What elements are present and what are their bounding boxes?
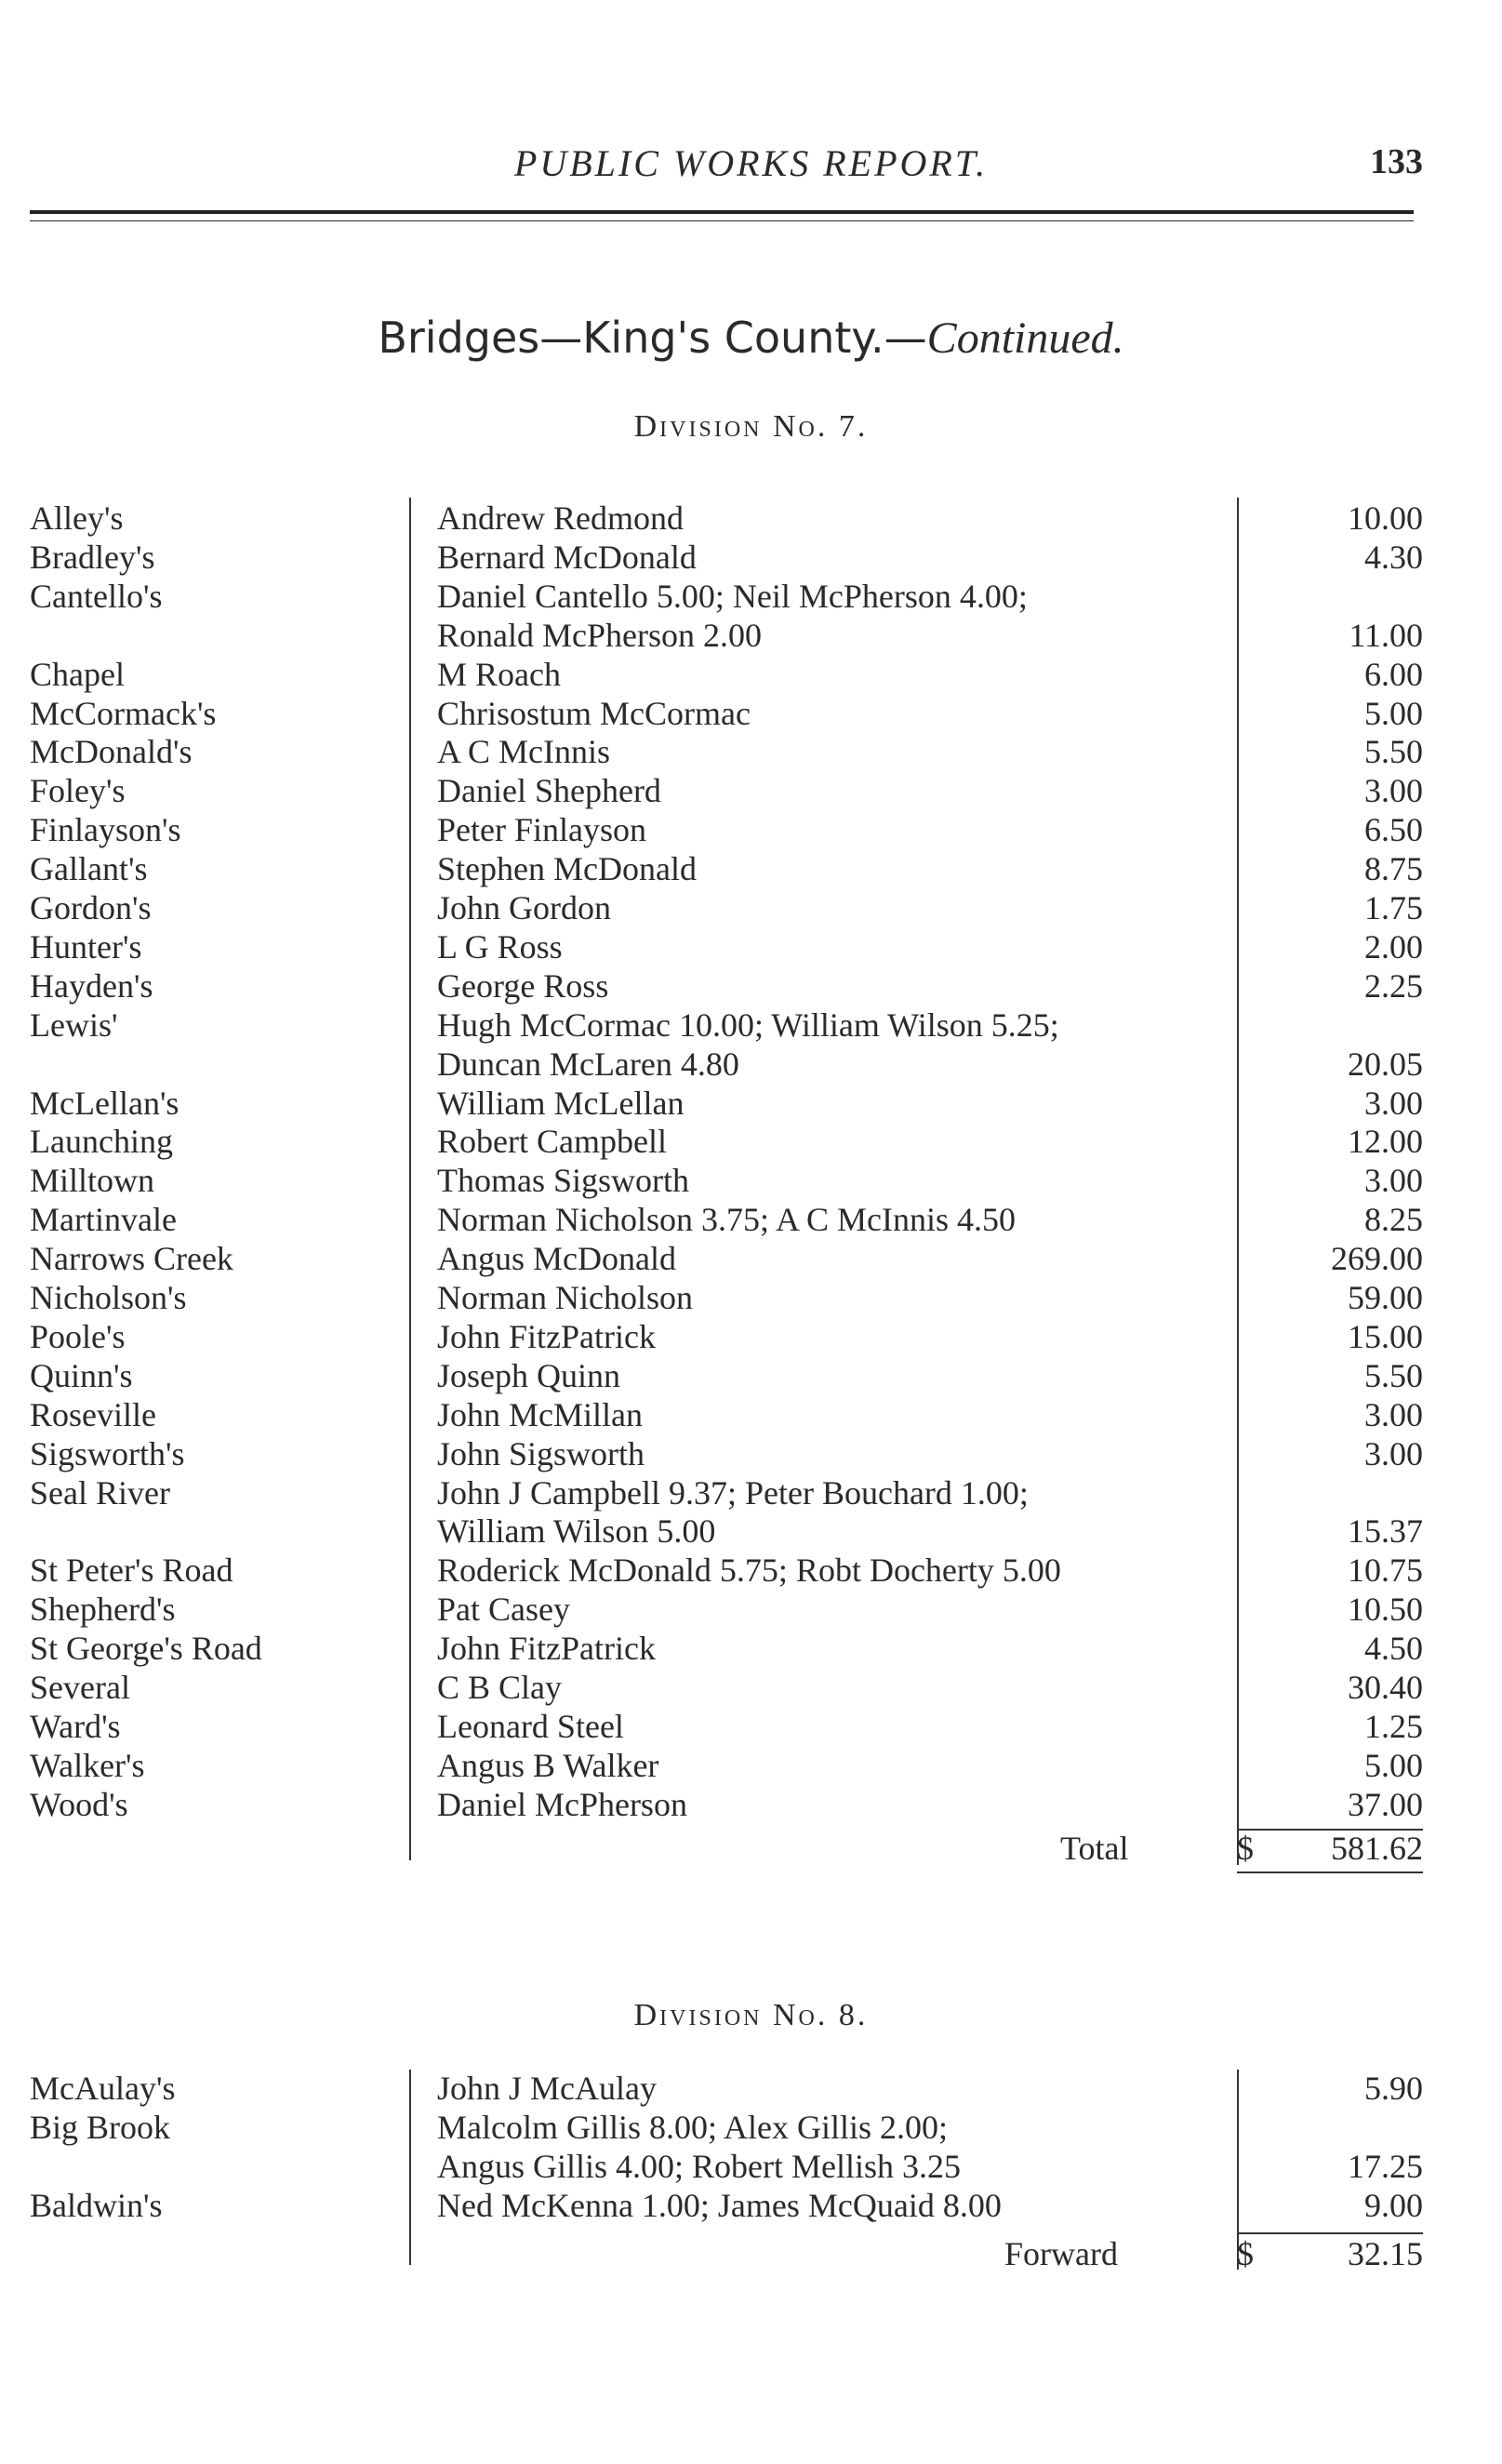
amount-cell: 4.50 [1364, 1630, 1423, 1668]
table-row [0, 1161, 1502, 1200]
table-row [0, 1473, 1502, 1512]
amount-cell: 9.00 [1364, 2187, 1423, 2224]
table-row [0, 1707, 1502, 1746]
place-cell: Quinn's [30, 1356, 133, 1394]
amount-cell: 1.75 [1364, 889, 1423, 926]
payee-cell: Chrisostum McCormac [437, 694, 751, 732]
place-cell: St George's Road [30, 1630, 262, 1668]
amount-cell: 5.50 [1364, 733, 1423, 771]
amount-cell: 3.00 [1364, 1434, 1423, 1472]
place-cell: McDonald's [30, 733, 193, 771]
amount-cell: 10.75 [1348, 1552, 1423, 1590]
payee-cell: Roderick McDonald 5.75; Robt Docherty 5.00 [437, 1552, 1061, 1590]
table-row [0, 694, 1502, 733]
payee-cell: Norman Nicholson 3.75; A C McInnis 4.50 [437, 1201, 1016, 1239]
payee-cell: Angus McDonald [437, 1240, 676, 1278]
place-cell: McCormack's [30, 694, 217, 732]
forward-label: Forward [1004, 2235, 1118, 2272]
table-row [0, 1356, 1502, 1395]
place-cell: Launching [30, 1123, 173, 1161]
payee-cell: John FitzPatrick [437, 1317, 656, 1355]
total-value: 581.62 [1331, 1830, 1423, 1867]
place-cell: Walker's [30, 1746, 145, 1784]
column-divider-left [409, 498, 411, 1860]
division-8-heading: Division No. 8. [633, 1998, 869, 2032]
title-main: Bridges—King's County.— [378, 313, 927, 363]
table-row [0, 1239, 1502, 1278]
table-row [0, 771, 1502, 810]
amount-cell: 5.00 [1364, 694, 1423, 732]
payee-cell: William Wilson 5.00 [437, 1512, 716, 1551]
table-row [0, 1590, 1502, 1629]
amount-cell: 20.05 [1348, 1045, 1423, 1083]
amount-cell: 30.40 [1348, 1669, 1423, 1706]
place-cell: Seal River [30, 1473, 170, 1512]
amount-cell: 37.00 [1348, 1785, 1423, 1823]
place-cell: Sigsworth's [30, 1434, 185, 1472]
table-row [0, 1512, 1502, 1551]
amount-cell: 2.25 [1364, 966, 1423, 1005]
place-cell: Foley's [30, 772, 126, 810]
payee-cell: John Gordon [437, 889, 611, 926]
table-row [0, 966, 1502, 1006]
payee-cell: A C McInnis [437, 733, 611, 771]
table-row [0, 1317, 1502, 1356]
table-row [0, 1200, 1502, 1239]
payee-cell: Duncan McLaren 4.80 [437, 1045, 739, 1083]
title-continued: Continued. [926, 313, 1124, 363]
place-cell: Cantello's [30, 577, 163, 615]
table-row [0, 1434, 1502, 1473]
table-row [0, 1122, 1502, 1161]
running-head: PUBLIC WORKS REPORT. [513, 142, 989, 184]
payee-cell: Hugh McCormac 10.00; William Wilson 5.25; [437, 1006, 1059, 1044]
table-row [0, 1006, 1502, 1045]
table-row [0, 732, 1502, 771]
forward-value: 32.15 [1348, 2235, 1423, 2272]
table-row [0, 2069, 1502, 2108]
payee-cell: Ronald McPherson 2.00 [437, 616, 762, 654]
table-row [0, 927, 1502, 966]
payee-cell: Daniel Shepherd [437, 772, 661, 810]
amount-cell: 1.25 [1364, 1707, 1423, 1745]
place-cell: Poole's [30, 1317, 126, 1355]
table-row [0, 1668, 1502, 1707]
amount-cell: 10.00 [1348, 499, 1423, 537]
payee-cell: John McMillan [437, 1395, 643, 1433]
payee-cell: Robert Campbell [437, 1123, 667, 1161]
place-cell: Ward's [30, 1707, 121, 1745]
currency-sign: $ [1237, 2235, 1254, 2272]
payee-cell: Angus B Walker [437, 1746, 659, 1784]
payee-cell: Daniel Cantello 5.00; Neil McPherson 4.00; [437, 577, 1028, 615]
table-row [0, 1084, 1502, 1123]
table-row [0, 810, 1502, 849]
amount-cell: 8.25 [1364, 1201, 1423, 1239]
amount-cell: 8.75 [1364, 850, 1423, 888]
table-row [0, 849, 1502, 888]
place-cell: Hunter's [30, 927, 142, 966]
section-title [0, 313, 1502, 364]
amount-cell: 15.37 [1348, 1512, 1423, 1551]
payee-cell: John J McAulay [437, 2070, 657, 2107]
table-row [0, 888, 1502, 927]
place-cell: Baldwin's [30, 2187, 163, 2224]
payee-cell: Angus Gillis 4.00; Robert Mellish 3.25 [437, 2148, 962, 2185]
header-rule-thin [30, 220, 1414, 221]
table-row [0, 1785, 1502, 1824]
amount-cell: 17.25 [1348, 2148, 1423, 2185]
place-cell: Hayden's [30, 966, 153, 1005]
amount-cell: 4.30 [1364, 538, 1423, 576]
amount-cell: 2.00 [1364, 927, 1423, 966]
table-row [0, 1551, 1502, 1590]
amount-cell: 6.50 [1364, 811, 1423, 849]
table-row [0, 2108, 1502, 2147]
table-row [0, 499, 1502, 538]
amount-cell: 5.00 [1364, 1746, 1423, 1784]
amount-cell: 5.50 [1364, 1356, 1423, 1394]
payee-cell: John Sigsworth [437, 1434, 645, 1472]
place-cell: Big Brook [30, 2109, 171, 2146]
amount-cell: 6.00 [1364, 655, 1423, 693]
total-underline [1237, 1871, 1423, 1873]
table-row [0, 655, 1502, 694]
column-divider-left [409, 2070, 411, 2265]
payee-cell: Stephen McDonald [437, 850, 697, 888]
table-row [0, 1278, 1502, 1317]
place-cell: McLellan's [30, 1084, 179, 1122]
column-divider-right [1237, 498, 1239, 1865]
payee-cell: Norman Nicholson [437, 1279, 693, 1316]
table-row [0, 577, 1502, 616]
table-row [0, 1629, 1502, 1668]
place-cell: Bradley's [30, 538, 155, 576]
place-cell: Milltown [30, 1162, 155, 1200]
payee-cell: M Roach [437, 655, 561, 693]
table-row [0, 2147, 1502, 2186]
page-number: 133 [1370, 142, 1423, 181]
payee-cell: George Ross [437, 966, 609, 1005]
payee-cell: C B Clay [437, 1669, 563, 1706]
place-cell: McAulay's [30, 2070, 176, 2107]
payee-cell: Andrew Redmond [437, 499, 684, 537]
table-row [0, 1395, 1502, 1434]
place-cell: Finlayson's [30, 811, 181, 849]
payee-cell: John J Campbell 9.37; Peter Bouchard 1.00; [437, 1473, 1029, 1512]
payee-cell: William McLellan [437, 1084, 685, 1122]
amount-cell: 11.00 [1349, 616, 1423, 654]
place-cell: St Peter's Road [30, 1552, 233, 1590]
table-row [0, 1045, 1502, 1084]
place-cell: Chapel [30, 655, 125, 693]
payee-cell: Bernard McDonald [437, 538, 697, 576]
amount-cell: 59.00 [1348, 1279, 1423, 1316]
place-cell: Alley's [30, 499, 124, 537]
place-cell: Shepherd's [30, 1591, 176, 1629]
payee-cell: Malcolm Gillis 8.00; Alex Gillis 2.00; [437, 2109, 948, 2146]
payee-cell: Leonard Steel [437, 1707, 624, 1745]
place-cell: Roseville [30, 1395, 156, 1433]
place-cell: Wood's [30, 1785, 128, 1823]
payee-cell: John FitzPatrick [437, 1630, 656, 1668]
amount-cell: 15.00 [1348, 1317, 1423, 1355]
payee-cell: Peter Finlayson [437, 811, 646, 849]
table-row [0, 2186, 1502, 2225]
amount-cell: 5.90 [1364, 2070, 1423, 2107]
place-cell: Nicholson's [30, 1279, 187, 1316]
place-cell: Gallant's [30, 850, 148, 888]
table-row [0, 616, 1502, 655]
payee-cell: Daniel McPherson [437, 1785, 687, 1823]
place-cell: Lewis' [30, 1006, 118, 1044]
amount-cell: 3.00 [1364, 1084, 1423, 1122]
amount-cell: 12.00 [1348, 1123, 1423, 1161]
payee-cell: Joseph Quinn [437, 1356, 620, 1394]
amount-cell: 269.00 [1331, 1240, 1423, 1278]
place-cell: Several [30, 1669, 130, 1706]
table-row [0, 1746, 1502, 1785]
header-rule-thick [30, 210, 1414, 214]
amount-cell: 3.00 [1364, 772, 1423, 810]
payee-cell: Thomas Sigsworth [437, 1162, 690, 1200]
place-cell: Gordon's [30, 889, 152, 926]
amount-cell: 3.00 [1364, 1162, 1423, 1200]
payee-cell: Pat Casey [437, 1591, 570, 1629]
place-cell: Narrows Creek [30, 1240, 233, 1278]
amount-cell: 3.00 [1364, 1395, 1423, 1433]
table-row [0, 538, 1502, 577]
currency-sign: $ [1237, 1830, 1254, 1867]
payee-cell: L G Ross [437, 927, 563, 966]
place-cell: Martinvale [30, 1201, 177, 1239]
total-label: Total [1060, 1830, 1129, 1867]
payee-cell: Ned McKenna 1.00; James McQuaid 8.00 [437, 2187, 1002, 2224]
division-7-heading: Division No. 7. [633, 409, 869, 444]
amount-cell: 10.50 [1348, 1591, 1423, 1629]
